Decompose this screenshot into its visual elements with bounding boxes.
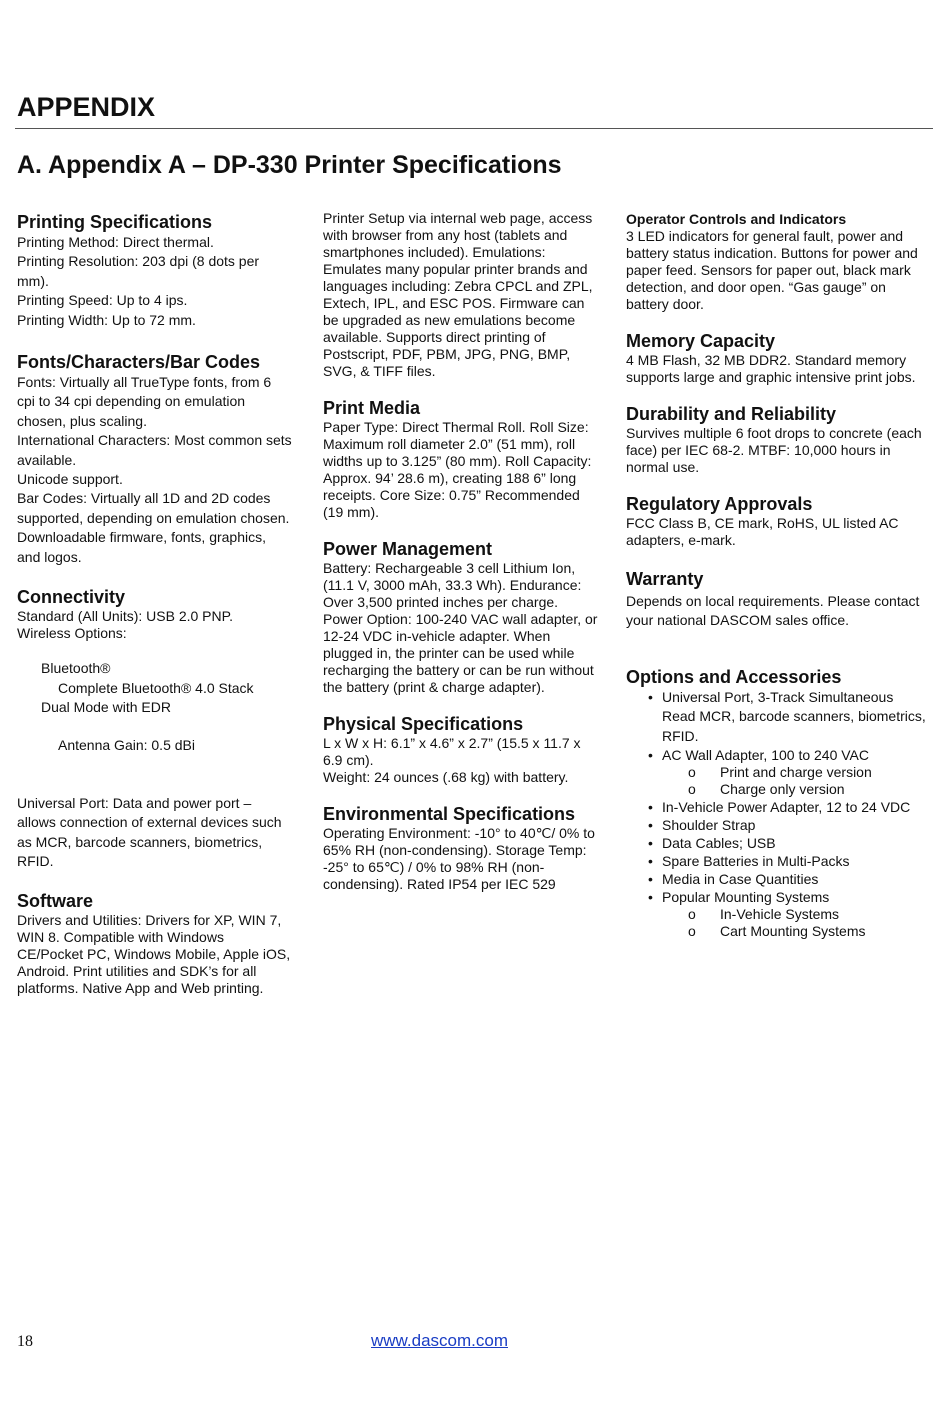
operator-controls-heading: Operator Controls and Indicators	[626, 211, 847, 227]
bullet-icon: •	[648, 835, 653, 852]
printing-width: Printing Width: Up to 72 mm.	[17, 311, 196, 328]
bullet-icon: •	[648, 817, 653, 834]
printing-method: Printing Method: Direct thermal.	[17, 234, 214, 250]
physical-dims: L x W x H: 6.1” x 4.6” x 2.7” (15.5 x 11.7 x 6.9 cm).	[323, 735, 581, 768]
durability-heading: Durability and Reliability	[626, 404, 837, 424]
sub-bullet-icon: o	[688, 764, 696, 781]
list-item: o In-Vehicle Systems	[688, 906, 840, 923]
list-item: • Media in Case Quantities	[648, 871, 819, 888]
options-heading: Options and Accessories	[626, 666, 842, 687]
bullet-icon: •	[648, 799, 653, 816]
list-item: • Data Cables; USB	[648, 835, 776, 852]
column-left	[17, 210, 292, 997]
environmental-text: Operating Environment: -10° to 40℃/ 0% to 65% RH (non-condensing). Storage Temp: -25° to 65℃) / 0% to 98% RH (non-condensing). Rated IP54 per IEC 529	[323, 825, 595, 892]
memory-heading: Memory Capacity	[626, 331, 776, 351]
software-heading: Software	[17, 891, 94, 912]
printer-setup-text: Printer Setup via internal web page, access with browser from any host (tablets and smartphones included). Emulations: Emulates many popular printer brands and languages including: Zebra CPCL and ZPL, Extech, IPL, and ESC POS. Firmware can be upgraded as new emulations become available. Supports direct printing of Postscript, PDF, PBM, JPG, PNG, BMP, SVG, & TIFF files.	[323, 210, 593, 379]
printing-specs-heading: Printing Specifications	[17, 212, 213, 232]
connectivity-heading: Connectivity	[17, 587, 126, 608]
sub-bullet-icon: o	[688, 923, 696, 940]
bullet-icon: •	[648, 889, 653, 906]
bullet-icon: •	[648, 871, 653, 888]
physical-weight: Weight: 24 ounces (.68 kg) with battery.	[323, 769, 569, 785]
warranty-heading: Warranty	[626, 569, 704, 589]
sub-bullet-icon: o	[688, 781, 696, 798]
printing-speed: Printing Speed: Up to 4 ips.	[17, 292, 188, 309]
list-item: • AC Wall Adapter, 100 to 240 VAC o Print and charge version o Charge only version	[626, 747, 926, 798]
page-number: 18	[17, 1333, 33, 1350]
memory-text: 4 MB Flash, 32 MB DDR2. Standard memory supports large and graphic intensive print jobs.	[626, 352, 916, 385]
durability-text: Survives multiple 6 foot drops to concrete (each face) per IEC 68-2. MTBF: 10,000 hours in normal use.	[626, 425, 922, 475]
fonts-line: Fonts: Virtually all TrueType fonts, from 6 cpi to 34 cpi depending on emulation chosen, plus scaling.	[17, 374, 272, 429]
list-item: o Print and charge version	[688, 764, 872, 781]
bluetooth-stack: Complete Bluetooth® 4.0 Stack	[58, 679, 254, 696]
sub-bullet-icon: o	[688, 906, 696, 923]
column-middle	[323, 210, 598, 893]
list-item: • Shoulder Strap	[648, 817, 756, 834]
title-divider	[15, 128, 933, 129]
list-item: o Cart Mounting Systems	[688, 923, 866, 940]
warranty-text: Depends on local requirements. Please contact your national DASCOM sales office.	[626, 593, 920, 629]
intl-chars-line: International Characters: Most common sets available.	[17, 432, 292, 468]
printing-resolution: Printing Resolution: 203 dpi (8 dots per mm).	[17, 253, 260, 289]
print-media-text: Paper Type: Direct Thermal Roll. Roll Size: Maximum roll diameter 2.0” (51 mm), roll widths up to 3.125” (80 mm). Roll Capacity: Approx. 94’ 28.6 m), creating 188 6” long receipts. Core Size: 0.75” Recommended (19 mm).	[323, 419, 592, 520]
regulatory-text: FCC Class B, CE mark, RoHS, UL listed AC adapters, e-mark.	[626, 515, 899, 548]
connectivity-wireless: Wireless Options:	[17, 625, 127, 642]
environmental-heading: Environmental Specifications	[323, 804, 576, 824]
list-item: • Universal Port, 3-Track Simultaneous Read MCR, barcode scanners, biometrics, RFID.	[648, 688, 926, 744]
list-item: o Charge only version	[688, 781, 845, 798]
dual-mode: Dual Mode with EDR	[41, 698, 171, 715]
antenna-gain: Antenna Gain: 0.5 dBi	[58, 737, 195, 754]
universal-port: Universal Port: Data and power port – allows connection of external devices such as MCR, barcode scanners, biometrics, RFID.	[17, 794, 282, 869]
power-heading: Power Management	[323, 539, 493, 559]
ac-sub-list	[626, 764, 926, 798]
column-right	[626, 210, 926, 941]
physical-heading: Physical Specifications	[323, 714, 524, 734]
bullet-icon: •	[648, 747, 653, 764]
mounting-sub-list	[626, 906, 926, 940]
regulatory-heading: Regulatory Approvals	[626, 494, 813, 514]
appendix-title: A. Appendix A – DP-330 Printer Specifications	[17, 151, 562, 179]
bluetooth-option: Bluetooth®	[41, 660, 111, 677]
website-link[interactable]: www.dascom.com	[371, 1331, 508, 1350]
connectivity-standard: Standard (All Units): USB 2.0 PNP.	[17, 608, 234, 625]
downloadable-line: Downloadable firmware, fonts, graphics, and logos.	[17, 529, 267, 565]
unicode-line: Unicode support.	[17, 471, 123, 488]
software-text: Drivers and Utilities: Drivers for XP, WIN 7, WIN 8. Compatible with Windows CE/Pocket PC, Windows Mobile, Apple iOS, Android. Print utilities and SDK’s for all platforms. Native App and Web printing.	[17, 912, 291, 997]
print-media-heading: Print Media	[323, 398, 421, 418]
operator-controls-text: 3 LED indicators for general fault, power and battery status indication. Buttons for power and paper feed. Sensors for paper out, black mark detection, and door open. “Gas gauge” on battery door.	[626, 228, 918, 312]
list-item: • In-Vehicle Power Adapter, 12 to 24 VDC	[648, 799, 911, 816]
list-item: • Popular Mounting Systems o In-Vehicle Systems o Cart Mounting Systems	[626, 889, 926, 940]
fonts-heading: Fonts/Characters/Bar Codes	[17, 352, 261, 373]
list-item: • Spare Batteries in Multi-Packs	[648, 853, 850, 870]
options-list	[626, 688, 926, 940]
power-text: Battery: Rechargeable 3 cell Lithium Ion, (11.1 V, 3000 mAh, 33.3 Wh). Endurance: Over 3,500 printed inches per charge. Power Option: 100-240 VAC wall adapter, or 12-24 VDC in-vehicle adapter. When plugged in, the printer can be used while recharging the battery or can be run without the battery (print & charge adapter).	[323, 560, 598, 695]
bullet-icon: •	[648, 688, 653, 705]
barcodes-line: Bar Codes: Virtually all 1D and 2D codes supported, depending on emulation chosen.	[17, 490, 290, 526]
bullet-icon: •	[648, 853, 653, 870]
page-title: APPENDIX	[17, 92, 156, 122]
